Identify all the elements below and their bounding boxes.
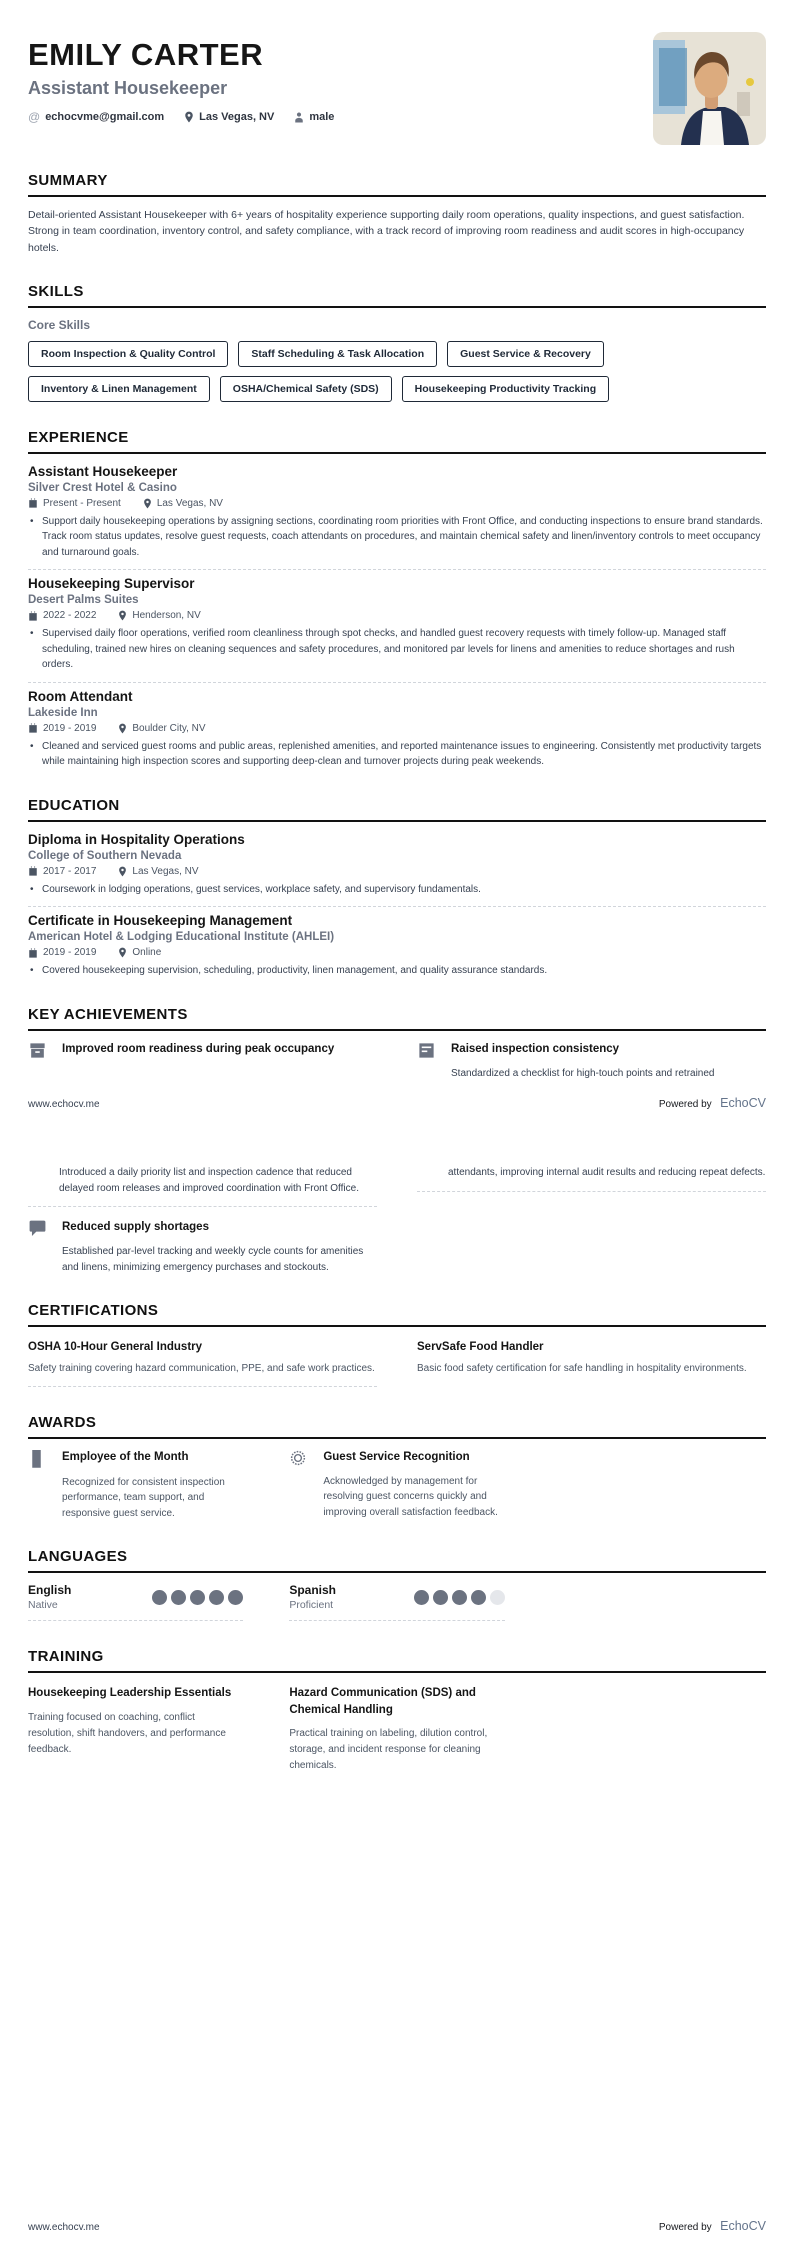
summary-text: Detail-oriented Assistant Housekeeper with 6+ years of hospitality experience supporting daily room operations, quality inspections, and guest satisfaction. Strong in team coordination, inventory control, and safety compliance, with a track record of improving room readiness and audit scores in high-occupancy hotels. [28,209,745,254]
summary-heading: SUMMARY [28,172,766,197]
achievements-continued-grid [28,1165,766,1275]
award-item [28,1449,243,1522]
section-training [28,1648,766,1774]
job-location [118,610,200,621]
level-dot [209,1590,224,1605]
level-dot [152,1590,167,1605]
header-text-block [28,38,334,124]
section-key-achievements [28,1006,766,1082]
profile-photo-illustration [653,32,766,145]
language-item [289,1583,504,1621]
achievement-desc: Established par-level tracking and weekly cycle counts for amenities and linens, minimizing emergency purchases and stockouts. [62,1246,364,1273]
skills-heading: SKILLS [28,283,766,308]
calendar-icon [28,723,38,733]
achievement-title: Improved room readiness during peak occupancy [62,1042,335,1055]
skills-chip-list [28,341,766,402]
education-item [28,832,766,898]
company-name: Desert Palms Suites [28,594,139,607]
education-dates [28,947,96,958]
degree-title: Certificate in Housekeeping Management [28,913,293,929]
language-name: Spanish [289,1583,337,1597]
job-dates-text: 2019 - 2019 [43,722,97,734]
level-dot [452,1590,467,1605]
awards-grid [28,1449,766,1522]
certification-desc: Basic food safety certification for safe handling in hospitality environments. [417,1363,747,1374]
inbox-tray-icon [417,1041,449,1060]
archive-box-icon [28,1041,60,1060]
location-pin-icon [118,723,127,734]
award-title: Guest Service Recognition [323,1450,470,1463]
experience-heading: EXPERIENCE [28,429,766,454]
experience-item [28,576,766,673]
education-dates [28,866,96,877]
training-item [289,1683,504,1774]
page-footer [28,1094,766,1112]
job-title: Assistant Housekeeper [28,463,178,479]
medal-icon [289,1449,321,1467]
level-dot [433,1590,448,1605]
language-name: English [28,1583,72,1597]
education-dates-text: 2019 - 2019 [43,947,97,959]
language-level: Proficient [289,1599,334,1611]
level-dot [490,1590,505,1605]
level-dot [471,1590,486,1605]
achievements-continued-right [417,1165,766,1204]
certification-desc: Safety training covering hazard communication, PPE, and safe work practices. [28,1363,375,1374]
echocv-brand-link[interactable]: EchoCV [720,1096,766,1110]
achievement-desc: Standardized a checklist for high-touch points and retrained [451,1067,715,1079]
level-dot [414,1590,429,1605]
education-bullet: • Coursework in lodging operations, guest services, workplace safety, and supervisory fundamentals. [28,882,766,898]
section-skills [28,283,766,402]
building-icon [28,1449,60,1468]
award-item [289,1449,504,1521]
location-text: Las Vegas, NV [199,111,275,124]
education-dates-text: 2017 - 2017 [43,865,97,877]
contact-row [28,110,334,124]
school-name: College of Southern Nevada [28,849,182,862]
job-dates [28,610,96,621]
language-level-dots [414,1590,505,1605]
certifications-grid [28,1337,766,1387]
footer-site-link[interactable]: www.echocv.me [28,1099,100,1110]
company-name: Lakeside Inn [28,706,98,719]
award-desc: Acknowledged by management for resolving guest concerns quickly and improving overall satisfaction feedback. [323,1475,498,1518]
education-item [28,913,766,979]
job-location [118,723,205,734]
powered-by-text: Powered by [658,2222,712,2233]
job-title: Room Attendant [28,688,133,704]
training-grid [28,1683,766,1774]
certification-name: ServSafe Food Handler [417,1341,544,1353]
languages-grid [28,1583,766,1621]
level-dot [190,1590,205,1605]
contact-email[interactable] [28,110,164,124]
experience-item [28,689,766,770]
footer-powered [659,1094,766,1112]
skill-chip: Staff Scheduling & Task Allocation [238,341,437,367]
job-location-text: Henderson, NV [132,610,201,622]
education-bullet: • Covered housekeeping supervision, scheduling, productivity, linen management, and quality assurance standards. [28,963,766,979]
skill-chip: Room Inspection & Quality Control [28,341,228,367]
job-bullet: • Support daily housekeeping operations by assigning sections, coordinating room priorities with Front Office, and conducting inspections to ensure brand standards. Track room status updates, resolve guest requests, coach attendants on procedures, and maintain chemical safety and linen/inventory controls to meet occupancy and turnaround goals. [28,514,766,561]
achievements-grid [28,1041,766,1082]
training-desc: Practical training on labeling, dilution control, storage, and incident response for cleaning chemicals. [289,1728,488,1772]
location-pin-icon [118,866,127,877]
job-bullet: • Supervised daily floor operations, verified room cleanliness through spot checks, and handled guest recovery requests with timely follow-up. Managed staff scheduling, trained new hires on cleaning sequences and safety procedures, and monitored par levels for linens and amenities to reduce shortages and rush orders. [28,626,766,673]
education-location-text: Las Vegas, NV [132,865,199,877]
resume-page-2 [0,1123,794,2246]
location-pin-icon [118,947,127,958]
calendar-icon [28,866,38,876]
achievement-title: Reduced supply shortages [62,1221,209,1233]
language-level-dots [152,1590,243,1605]
contact-location [184,111,274,123]
language-text-block [28,1583,71,1611]
skill-chip: Housekeeping Productivity Tracking [402,376,609,402]
certification-item [417,1337,766,1377]
awards-heading: AWARDS [28,1414,766,1439]
dashed-divider [28,569,766,570]
contact-gender [294,111,334,123]
dashed-divider [417,1191,766,1192]
company-name: Silver Crest Hotel & Casino [28,481,177,494]
school-name: American Hotel & Lodging Educational Institute (AHLEI) [28,931,335,944]
location-pin-icon [184,111,194,123]
footer-powered [659,2217,766,2235]
education-location [118,947,161,958]
education-meta [28,866,766,877]
education-heading: EDUCATION [28,797,766,822]
award-desc: Recognized for consistent inspection performance, team support, and responsive guest service. [62,1476,225,1519]
echocv-brand-link[interactable]: EchoCV [720,2219,766,2233]
job-title: Housekeeping Supervisor [28,576,195,592]
dashed-divider [28,682,766,683]
dashed-divider [28,1206,377,1207]
header [28,38,766,145]
achievement-item [28,1041,377,1060]
profile-photo [653,32,766,145]
job-meta [28,498,766,509]
achievement-item [417,1041,766,1082]
training-title: Hazard Communication (SDS) and Chemical Handling [289,1687,476,1716]
language-text-block [289,1583,336,1611]
degree-title: Diploma in Hospitality Operations [28,831,245,847]
level-dot [228,1590,243,1605]
section-awards [28,1414,766,1522]
gender-text: male [309,111,335,124]
job-meta [28,610,766,621]
job-location [143,498,223,509]
person-job-title: Assistant Housekeeper [28,78,228,99]
person-name: EMILY CARTER [28,37,264,72]
achievement-desc: Introduced a daily priority list and inspection cadence that reduced delayed room releases and improved coordination with Front Office. [59,1167,359,1194]
achievement-title: Raised inspection consistency [451,1042,620,1055]
skill-chip: Guest Service & Recovery [447,341,604,367]
section-education [28,797,766,979]
job-location-text: Las Vegas, NV [156,497,223,509]
page-footer [28,2217,766,2235]
powered-by-text: Powered by [658,1099,712,1110]
location-pin-icon [118,610,127,621]
award-title: Employee of the Month [62,1450,189,1463]
achievement-desc: attendants, improving internal audit results and reducing repeat defects. [448,1167,766,1178]
skills-group-label: Core Skills [28,317,91,332]
education-location-text: Online [132,947,162,959]
section-experience [28,429,766,770]
person-icon [294,112,304,123]
job-dates-text: 2022 - 2022 [43,610,97,622]
training-title: Housekeeping Leadership Essentials [28,1687,232,1699]
achievement-item [28,1219,377,1275]
languages-heading: LANGUAGES [28,1548,766,1573]
language-level: Native [28,1599,58,1611]
section-languages [28,1548,766,1621]
education-meta [28,947,766,958]
location-pin-icon [143,498,152,509]
experience-item [28,464,766,561]
language-item [28,1583,243,1621]
education-location [118,866,198,877]
job-dates [28,723,96,734]
achievements-heading: KEY ACHIEVEMENTS [28,1006,766,1031]
job-dates [28,498,121,509]
calendar-icon [28,498,38,508]
section-summary [28,172,766,256]
dashed-divider [28,906,766,907]
skill-chip: OSHA/Chemical Safety (SDS) [220,376,392,402]
comment-bubble-icon [28,1219,60,1238]
certification-name: OSHA 10-Hour General Industry [28,1341,203,1353]
achievements-continued-left [28,1165,377,1275]
calendar-icon [28,948,38,958]
certifications-heading: CERTIFICATIONS [28,1302,766,1327]
section-certifications [28,1302,766,1387]
certification-item [28,1337,377,1387]
job-dates-text: Present - Present [43,497,121,509]
training-desc: Training focused on coaching, conflict resolution, shift handovers, and performance feedback. [28,1711,226,1755]
email-text: echocvme@gmail.com [45,111,165,124]
footer-site-link[interactable]: www.echocv.me [28,2222,100,2233]
job-meta [28,723,766,734]
at-icon: @ [28,110,41,125]
job-bullet: • Cleaned and serviced guest rooms and public areas, replenished amenities, and reported maintenance issues to engineering. Consistently met productivity targets while maintaining high inspection scores and supporting deep-clean and turnover projects during peak weekends. [28,739,766,770]
training-item [28,1683,243,1758]
job-location-text: Boulder City, NV [132,722,206,734]
level-dot [171,1590,186,1605]
training-heading: TRAINING [28,1648,766,1673]
skill-chip: Inventory & Linen Management [28,376,210,402]
calendar-icon [28,611,38,621]
